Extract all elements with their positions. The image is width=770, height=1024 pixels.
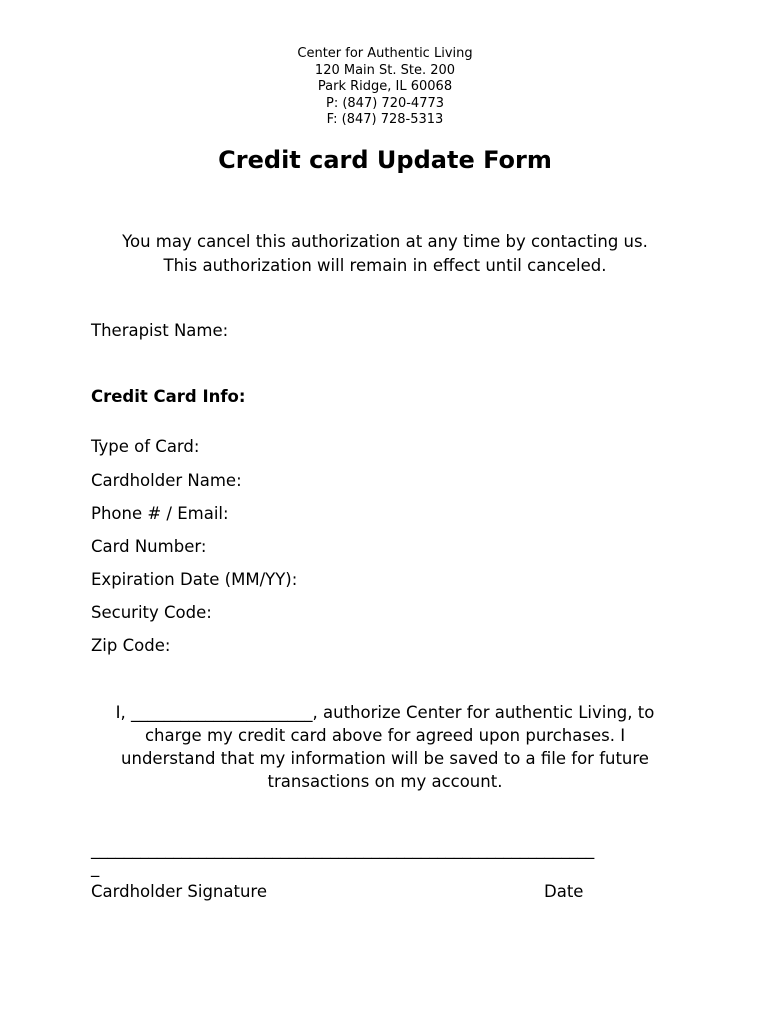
authorization-line1: I, ______________________, authorize Center for authentic Living, to <box>115 703 655 722</box>
authorization-line2: charge my credit card above for agreed upon purchases. I <box>144 726 626 745</box>
notice-line2: This authorization will remain in effect until canceled. <box>163 256 607 275</box>
signature-line: _____________________________________________________________ <box>91 840 595 859</box>
therapist-name-label: Therapist Name: <box>91 321 229 340</box>
authorization-line4: transactions on my account. <box>267 772 503 791</box>
org-address-line2: Park Ridge, IL 60068 <box>317 79 453 95</box>
org-header <box>0 46 770 129</box>
notice-line1: You may cancel this authorization at any time by contacting us. <box>122 232 648 251</box>
authorization-line3: understand that my information will be saved to a file for future <box>121 749 649 768</box>
date-label: Date <box>544 882 584 901</box>
type-of-card-label: Type of Card: <box>91 437 200 456</box>
signature-line-tail: _ <box>91 858 100 877</box>
org-phone: P: (847) 720-4773 <box>325 95 445 111</box>
form-title: Credit card Update Form <box>218 146 552 174</box>
cardholder-signature-label: Cardholder Signature <box>91 882 267 901</box>
cancellation-notice <box>0 230 770 278</box>
expiration-date-label: Expiration Date (MM/YY): <box>91 570 298 589</box>
authorization-statement <box>80 701 690 793</box>
org-fax: F: (847) 728-5313 <box>326 112 444 128</box>
credit-card-info-heading: Credit Card Info: <box>91 387 246 406</box>
org-address-line1: 120 Main St. Ste. 200 <box>314 62 456 78</box>
security-code-label: Security Code: <box>91 603 212 622</box>
cardholder-name-label: Cardholder Name: <box>91 471 242 490</box>
phone-email-label: Phone # / Email: <box>91 504 229 523</box>
org-name: Center for Authentic Living <box>297 46 473 61</box>
zip-code-label: Zip Code: <box>91 636 171 655</box>
card-number-label: Card Number: <box>91 537 207 556</box>
